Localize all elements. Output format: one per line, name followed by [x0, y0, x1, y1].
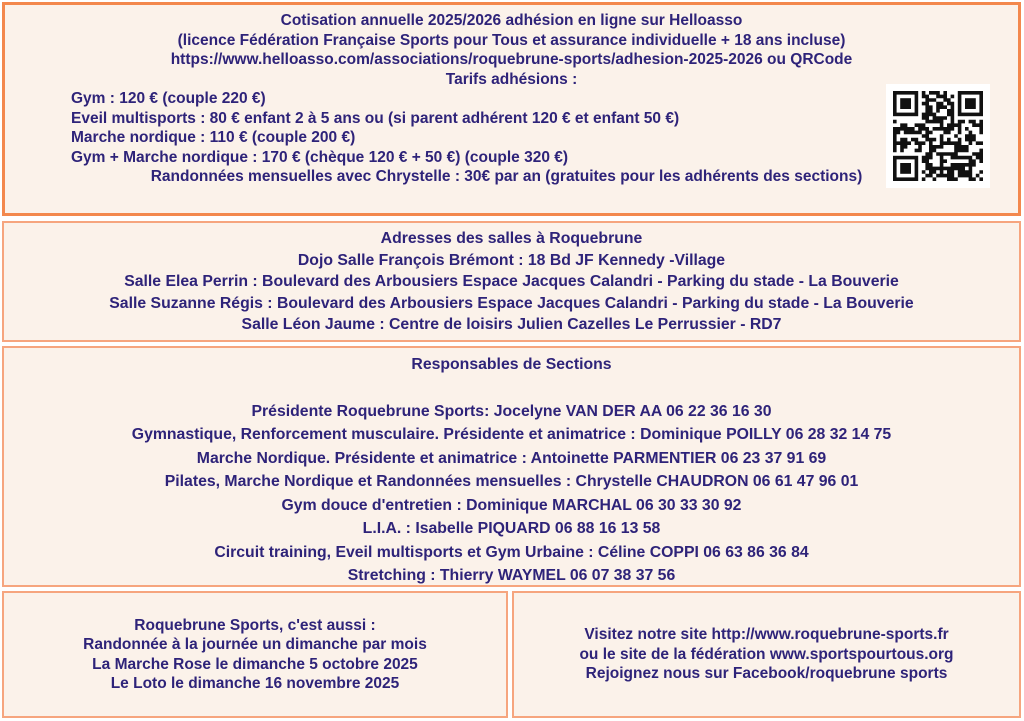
- qr-code-icon[interactable]: [886, 84, 990, 188]
- responsables-panel: [2, 346, 1021, 587]
- tarif-eveil: Eveil multisports : 80 € enfant 2 à 5 ans ou (si parent adhérent 120 € et enfant 50 €): [71, 109, 680, 127]
- aussi-title: Roquebrune Sports, c'est aussi :: [134, 616, 376, 634]
- adresse-elea-perrin: Salle Elea Perrin : Boulevard des Arbousiers Espace Jacques Calandri - Parking du stade - La Bouverie: [124, 273, 899, 290]
- responsable-stretching: Stretching : Thierry WAYMEL 06 07 38 37 56: [347, 567, 676, 584]
- adresses-panel: [2, 221, 1021, 342]
- licence-note: (licence Fédération Française Sports pour Tous et assurance individuelle + 18 ans incluse): [177, 31, 846, 49]
- tarif-marche: Marche nordique : 110 € (couple 200 €): [71, 129, 356, 146]
- tarifs-title: Tarifs adhésions :: [445, 70, 578, 88]
- responsables-title: Responsables de Sections: [411, 356, 612, 373]
- responsable-gym-douce: Gym douce d'entretien : Dominique MARCHAL 06 30 33 30 92: [281, 496, 742, 514]
- tarif-gym: Gym : 120 € (couple 220 €): [71, 90, 266, 107]
- responsable-circuit-training: Circuit training, Eveil multisports et Gym Urbaine : Céline COPPI 06 63 86 36 84: [214, 543, 809, 561]
- adresse-leon-jaume: Salle Léon Jaume : Centre de loisirs Julien Cazelles Le Perrussier - RD7: [241, 316, 782, 333]
- tarif-gym-marche: Gym + Marche nordique : 170 € (chèque 120 € + 50 €) (couple 320 €): [71, 148, 569, 166]
- helloasso-link[interactable]: https://www.helloasso.com/associations/roquebrune-sports/adhesion-2025-2026 ou QRCode: [170, 51, 853, 68]
- responsable-presidente: Présidente Roquebrune Sports: Jocelyne VAN DER AA 06 22 36 16 30: [251, 402, 772, 420]
- responsable-lia: L.I.A. : Isabelle PIQUARD 06 88 16 13 58: [362, 520, 661, 537]
- responsable-gymnastique: Gymnastique, Renforcement musculaire. Présidente et animatrice : Dominique POILLY 06 28 32 14 75: [131, 426, 892, 443]
- liens-panel: [512, 591, 1021, 718]
- cotisation-title: Cotisation annuelle 2025/2026 adhésion en ligne sur Helloasso: [280, 12, 743, 29]
- responsable-marche-nordique: Marche Nordique. Présidente et animatrice : Antoinette PARMENTIER 06 23 37 91 69: [196, 449, 827, 467]
- responsable-pilates: Pilates, Marche Nordique et Randonnées mensuelles : Chrystelle CHAUDRON 06 61 47 96 01: [164, 473, 859, 490]
- aussi-panel: [2, 591, 508, 718]
- aussi-loto: Le Loto le dimanche 16 novembre 2025: [110, 675, 400, 692]
- federation-link[interactable]: ou le site de la fédération www.sportspourtous.org: [579, 645, 954, 663]
- adresse-suzanne-regis: Salle Suzanne Régis : Boulevard des Arbousiers Espace Jacques Calandri - Parking du stade - La Bouverie: [109, 294, 914, 312]
- aussi-marche-rose: La Marche Rose le dimanche 5 octobre 2025: [92, 655, 418, 673]
- adresses-title: Adresses des salles à Roquebrune: [380, 230, 643, 247]
- aussi-randonnee: Randonnée à la journée un dimanche par mois: [83, 636, 427, 653]
- facebook-link[interactable]: Rejoignez nous sur Facebook/roquebrune sports: [585, 665, 948, 683]
- tarif-randonnees: Randonnées mensuelles avec Chrystelle : 30€ par an (gratuites pour les adhérents des sections): [150, 168, 863, 185]
- cotisation-panel: [2, 2, 1021, 216]
- site-link[interactable]: Visitez notre site http://www.roquebrune-sports.fr: [584, 626, 949, 644]
- adresse-dojo: Dojo Salle François Brémont : 18 Bd JF Kennedy -Village: [297, 251, 726, 269]
